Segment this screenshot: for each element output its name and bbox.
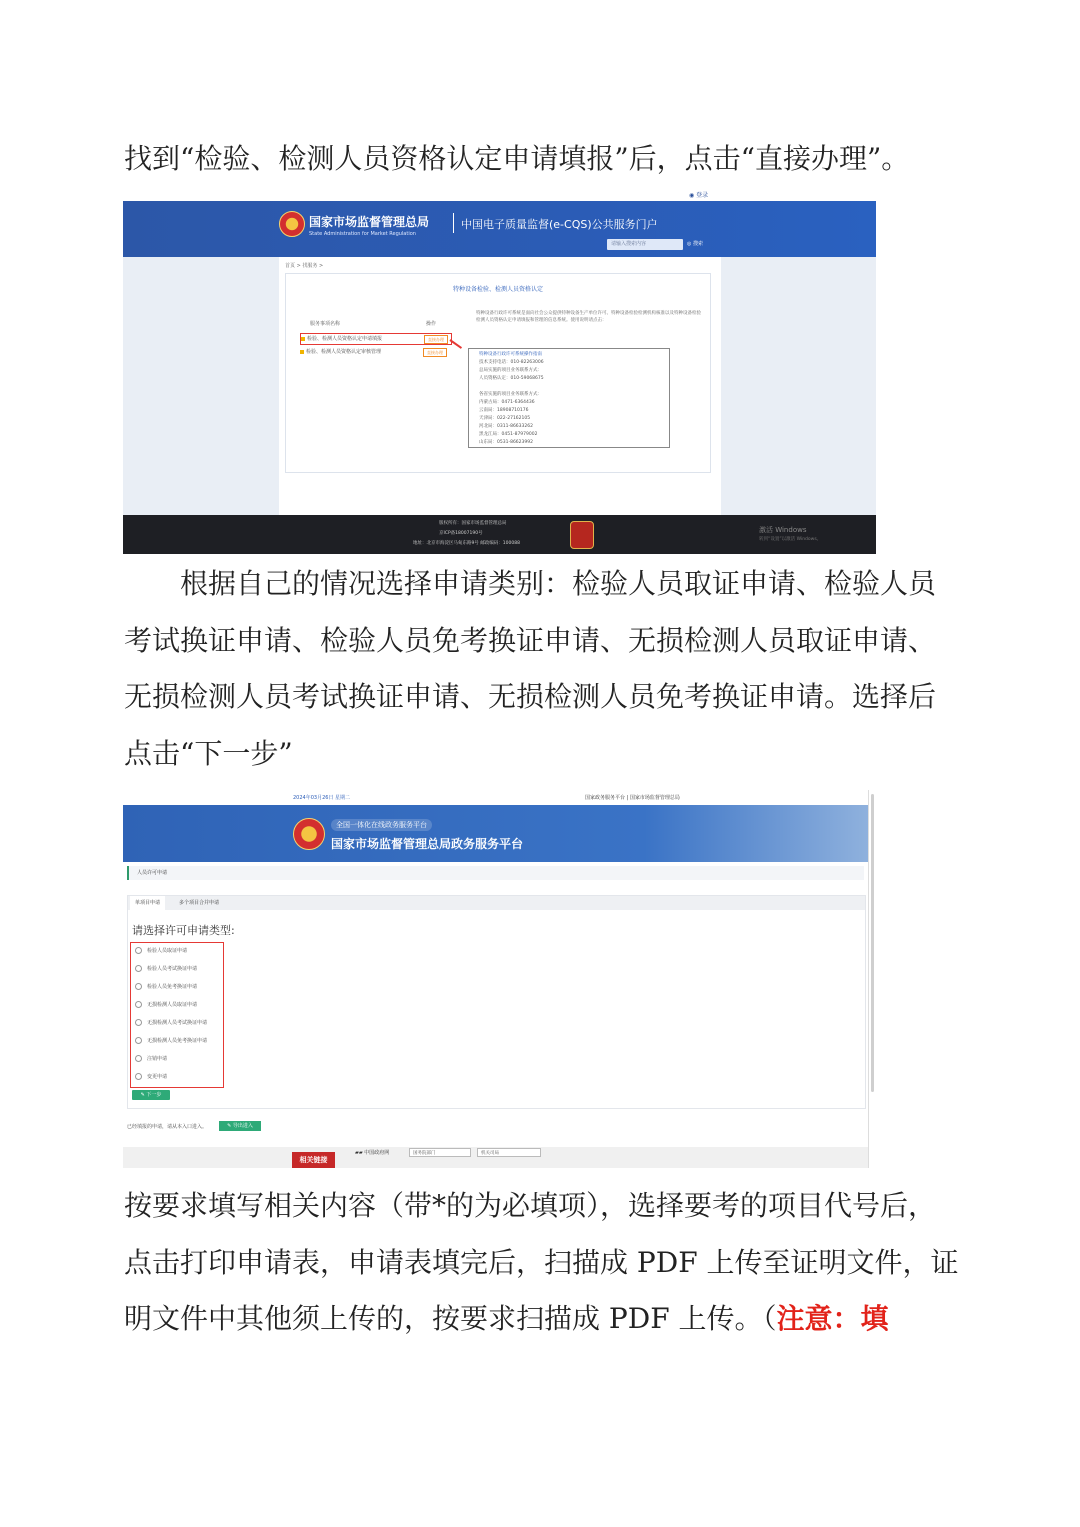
instruction-paragraph-2: 根据自己的情况选择申请类别：检验人员取证申请、检验人员考试换证申请、检验人员免考换证申请、无损检测人员取证申请、无损检测人员考试换证申请、无损检测人员免考换证申请。选择后点击“下一步” — [124, 567, 937, 770]
direct-handle-button[interactable]: 直接办理 — [424, 335, 448, 344]
platform-title: 国家市场监督管理总局政务服务平台 — [331, 837, 524, 851]
portal-header — [123, 201, 876, 257]
radio-option[interactable]: 检验人员考试换证申请 — [135, 963, 197, 975]
national-emblem-icon — [293, 818, 325, 850]
footer-icp: 京ICP备18007190号 — [439, 531, 483, 536]
service-row — [300, 333, 452, 345]
radio-icon — [135, 965, 142, 972]
next-step-button[interactable]: ✎ 下一步 — [132, 1090, 170, 1100]
popup-line: 河北局：0311-86633262 — [479, 424, 533, 429]
popup-line: 山东局：0531-86623992 — [479, 440, 533, 445]
guide-link[interactable]: 特种设备行政许可系统操作指南 — [479, 352, 542, 357]
party-badge-icon — [570, 521, 594, 549]
service-name: 检验、检测人员资格认定审核管理 — [306, 349, 382, 355]
radio-option[interactable]: 检验人员取证申请 — [135, 945, 187, 957]
radio-icon — [135, 1037, 142, 1044]
system-description: 特种设备行政许可系统是面向社会公众提供特种设备生产单位许可、特种设备检验检测机构核准以及特种设备检验检测人员资格认定申请填报和管理的信息系统。使用说明请点击： — [476, 311, 701, 323]
header-divider — [453, 213, 454, 233]
radio-icon — [135, 1001, 142, 1008]
popup-line: 总局实施的项目业务联系方式： — [479, 368, 542, 373]
national-emblem-icon — [279, 211, 305, 237]
popup-line: 天津局：022-27162105 — [479, 416, 531, 421]
portal-name: 中国电子质量监督(e-CQS)公共服务门户 — [461, 218, 658, 231]
radio-option[interactable]: 变更申请 — [135, 1071, 167, 1083]
footer-copyright: 版权所有：国家市场监督管理总局 — [439, 521, 507, 526]
service-row — [300, 347, 450, 357]
portal-agency-title-en: State Administration for Market Regulation — [309, 231, 416, 237]
service-card — [285, 273, 711, 473]
search-button[interactable]: ◎ 搜索 — [687, 241, 703, 247]
resume-hint: 已经填报的申请，请从本入口进入。 — [127, 1124, 208, 1130]
contact-popup — [468, 348, 670, 448]
radio-option[interactable]: 无损检测人员免考换证申请 — [135, 1035, 207, 1047]
instruction-paragraph-1: 找到“检验、检测人员资格认定申请填报”后，点击“直接办理”。 — [124, 142, 910, 175]
current-date: 2024年03月26日 星期二 — [293, 795, 351, 801]
portal-agency-title: 国家市场监督管理总局 — [309, 215, 430, 229]
breadcrumb: 首页 > 找服务 > — [285, 263, 324, 269]
search-input[interactable]: 请输入搜索内容 — [607, 239, 683, 250]
popup-line: 云南局：18908710176 — [479, 408, 529, 413]
radio-icon — [135, 1019, 142, 1026]
radio-option[interactable]: 检验人员免考换证申请 — [135, 981, 197, 993]
warning-text: 注意：填 — [776, 1302, 889, 1335]
popup-line: 各省实施的项目业务联系方式： — [479, 392, 542, 397]
page-crumb: 人员许可申请 — [127, 866, 864, 880]
popup-line: 人员资格认定：010-59068675 — [479, 376, 544, 381]
platform-header — [123, 805, 868, 862]
radio-icon — [135, 1055, 142, 1062]
gov-net-link[interactable]: ▰▰ 中国政府网 — [355, 1150, 390, 1156]
type-prompt: 请选择许可申请类型: — [132, 924, 235, 937]
folder-icon — [301, 337, 305, 341]
radio-option[interactable]: 无损检测人员考试换证申请 — [135, 1017, 207, 1029]
platform-subtitle: 全国一体化在线政务服务平台 — [331, 819, 432, 831]
windows-activation-sub: 转到“设置”以激活 Windows。 — [759, 537, 822, 542]
tab-single[interactable]: 单项目申请 — [130, 896, 165, 910]
dept-select[interactable]: 国务院部门 — [409, 1148, 471, 1157]
direct-handle-button[interactable]: 直接办理 — [423, 348, 447, 357]
service-name: 检验、检测人员资格认定申请填报 — [307, 336, 383, 342]
tab-bar — [128, 896, 865, 910]
options-highlight-box — [130, 942, 224, 1088]
footer-address: 地址：北京市海淀区马甸东路9号 邮政编码：100088 — [413, 541, 520, 546]
application-panel — [127, 895, 866, 1109]
top-links[interactable]: 国家政务服务平台 | 国家市场监督管理总局 — [585, 795, 680, 801]
portal-body — [279, 257, 721, 515]
popup-line: 黑龙江局：0451-87979002 — [479, 432, 538, 437]
instruction-paragraph-3 — [124, 1178, 959, 1348]
portal-footer — [123, 515, 876, 554]
login-link[interactable]: ◉ 登录 — [689, 192, 709, 199]
popup-line: 内蒙古局：0471-6364436 — [479, 400, 535, 405]
portal-top-bar — [123, 188, 876, 202]
radio-option[interactable]: 注销申请 — [135, 1053, 167, 1065]
popup-line: 技术支持电话：010-82263006 — [479, 360, 544, 365]
column-header-name: 服务事项名称 — [310, 321, 341, 327]
screenshot-samr-gov-platform — [123, 790, 875, 1168]
radio-icon — [135, 1073, 142, 1080]
radio-icon — [135, 983, 142, 990]
bureau-select[interactable]: 机关司局 — [477, 1148, 541, 1157]
windows-activation-title: 激活 Windows — [759, 526, 807, 534]
radio-option[interactable]: 无损检测人员取证申请 — [135, 999, 197, 1011]
platform-top-bar — [123, 790, 875, 805]
service-card-title: 特种设备检验、检测人员资格认定 — [452, 286, 543, 293]
scrollbar-thumb[interactable] — [871, 794, 874, 1092]
import-entry-button[interactable]: ✎ 导出进入 — [219, 1121, 261, 1131]
paragraph-3-text: 按要求填写相关内容（带*的为必填项），选择要考的项目代号后，点击打印申请表，申请表填完后，扫描成 PDF 上传至证明文件，证明文件中其他须上传的，按要求扫描成 PDF 上传。（ — [124, 1189, 959, 1335]
scrollbar[interactable] — [868, 790, 875, 1168]
tab-multiple[interactable]: 多个项目合并申请 — [179, 900, 220, 906]
related-links-label: 相关链接 — [292, 1152, 335, 1168]
folder-icon — [300, 350, 304, 354]
screenshot-ecqs-portal — [123, 188, 876, 554]
column-header-op: 操作 — [426, 321, 437, 327]
radio-icon — [135, 947, 142, 954]
